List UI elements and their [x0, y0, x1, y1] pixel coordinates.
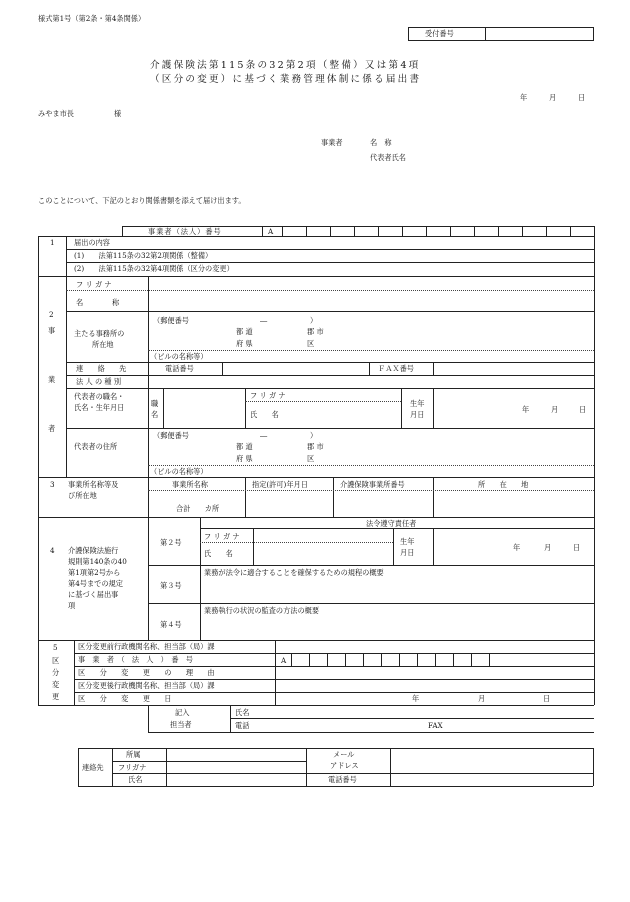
s2-shoku: 職 — [151, 399, 159, 408]
s2-ku: 区 — [307, 339, 315, 348]
s5-row5: 区 分 変 更 日 — [78, 694, 172, 703]
title-line2: （区分の変更）に基づく業務管理体制に係る届出書 — [150, 74, 422, 85]
s2-fuken: 府 県 — [236, 339, 253, 348]
contact-mail2: アドレス — [330, 761, 359, 770]
date-day: 日 — [578, 93, 586, 102]
s4-furigana: フ リ ガ ナ — [204, 532, 240, 541]
s4-title-4: 第4号までの規定 — [68, 579, 123, 588]
s5-char-kou: 更 — [52, 692, 60, 701]
s2-rep-postal: （郵便番号 — [153, 431, 189, 440]
s2-rep-gunshi: 郡 市 — [307, 442, 324, 451]
s2-gunshi: 郡 市 — [307, 327, 324, 336]
s4-birth-day: 日 — [573, 543, 581, 552]
s3-col-number: 介護保険事業所番号 — [340, 480, 405, 489]
s4-no3: 第３号 — [160, 581, 182, 590]
honorific: 様 — [114, 109, 122, 118]
receipt-label: 受付番号 — [425, 29, 454, 38]
s4-no4: 第４号 — [160, 620, 182, 629]
s2-birth-day: 日 — [579, 405, 587, 414]
s2-char-ji: 事 — [48, 326, 56, 335]
s2-char-gyo: 業 — [48, 375, 56, 384]
s2-mei: 名 — [151, 410, 159, 419]
contact-mail1: メール — [333, 750, 355, 759]
s2-rep-address: 代表者の住所 — [74, 442, 118, 451]
s3-total: 合計 カ所 — [176, 504, 220, 513]
s2-birth1: 生年 — [410, 399, 425, 408]
s4-title-1: 介護保険法施行 — [68, 546, 119, 555]
s4-rule-summary: 業務が法令に適合することを確保するための規程の概要 — [204, 568, 384, 577]
s5-change-year: 年 — [412, 694, 420, 703]
addressee: みやま市長 — [38, 109, 74, 118]
s2-postal-dash: ― — [260, 316, 268, 325]
s2-rep-todo: 都 道 — [236, 442, 253, 451]
title-line1: 介護保険法第115条の32第2項（整備）又は第4項 — [150, 60, 421, 71]
s2-postal: （郵便番号 — [153, 316, 189, 325]
s4-birth2: 月日 — [400, 548, 415, 557]
receipt-divider — [485, 27, 486, 40]
s2-rep-fuken: 府 県 — [236, 454, 253, 463]
s5-change-day: 日 — [543, 694, 551, 703]
s3-title1: 事業所名称等及 — [68, 480, 119, 489]
s1-item2: (2) 法第115条の32第4項関係（区分の変更） — [74, 264, 234, 273]
s2-corp-type: 法 人 の 種 別 — [76, 377, 122, 386]
contact-phone: 電話番号 — [328, 775, 357, 784]
s5-char-hen: 変 — [52, 680, 60, 689]
date-month: 月 — [549, 93, 557, 102]
applicant-name-label: 名 称 — [370, 138, 392, 147]
corp-number-label: 事業者（法人）番号 — [148, 227, 222, 236]
s2-rep-postal-close: ） — [310, 431, 318, 440]
s5-char-ku: 区 — [52, 656, 60, 665]
s4-title-5: に基づく届出事 — [68, 590, 119, 599]
form-number: 様式第1号（第2条・第4条関係） — [38, 14, 146, 23]
s4-title-3: 第1項第2号から — [68, 568, 121, 577]
applicant-business: 事業者 — [321, 138, 343, 147]
s2-birth-year: 年 — [522, 405, 530, 414]
s5-row1: 区分変更前行政機関名称、担当部（局）課 — [78, 642, 215, 651]
date-year: 年 — [520, 93, 528, 102]
s2-char-sha: 者 — [48, 424, 56, 433]
s2-name: 名 称 — [76, 298, 120, 307]
s5-row2: 事 業 者 （ 法 人 ） 番 号 — [78, 655, 193, 664]
s4-birth1: 生年 — [400, 537, 415, 546]
contact-label: 連絡先 — [82, 763, 104, 772]
s2-furigana: フ リ ガ ナ — [76, 280, 112, 289]
s3-col-name: 事業所名称 — [172, 480, 208, 489]
s4-birth-month: 月 — [544, 543, 552, 552]
s5-change-month: 月 — [478, 694, 486, 703]
s5-row4: 区分変更後行政機関名称、担当部（局）課 — [78, 681, 215, 690]
s5-num: 5 — [53, 643, 58, 652]
s2-office-label2: 所在地 — [92, 340, 114, 349]
s4-title-6: 項 — [68, 601, 76, 610]
s5-row3: 区 分 変 更 の 理 由 — [78, 668, 215, 677]
s1-title: 届出の内容 — [74, 238, 110, 247]
s2-rep-label2: 氏名・生年月日 — [74, 403, 125, 412]
corp-number-prefix: A — [268, 227, 274, 236]
s4-number: 4 — [50, 546, 55, 555]
contact-furigana: フリガナ — [118, 763, 147, 772]
s4-title-2: 規則第140条の40 — [68, 557, 127, 566]
s5-prefix: A — [281, 656, 287, 665]
s2-todo: 都 道 — [236, 327, 253, 336]
s2-office-label: 主たる事務所の — [74, 329, 125, 338]
applicant-rep-label: 代表者氏名 — [370, 153, 406, 162]
s2-building: （ビルの名称等） — [150, 352, 208, 361]
s2-birth2: 月日 — [410, 410, 425, 419]
s3-col-address: 所 在 地 — [478, 480, 529, 489]
intro-text: このことについて、下記のとおり関係書類を添えて届け出ます。 — [38, 196, 246, 205]
entry-label2: 担当者 — [170, 720, 192, 729]
entry-name-label: 氏名 — [235, 708, 250, 717]
s2-rep-furi: フ リ ガ ナ — [250, 391, 286, 400]
s3-col-date: 指定(許可)年月日 — [252, 480, 308, 489]
contact-dept: 所属 — [126, 750, 141, 759]
entry-fax-label: FAX — [428, 721, 443, 730]
s1-item1: (1) 法第115条の32第2項関係（整備） — [74, 251, 213, 260]
s4-birth-year: 年 — [513, 543, 521, 552]
s2-number: 2 — [49, 310, 54, 319]
s3-number: 3 — [50, 480, 55, 489]
s2-rep-building: （ビルの名称等） — [150, 467, 208, 476]
s2-postal-close: ） — [310, 316, 318, 325]
entry-label1: 記入 — [175, 708, 190, 717]
s4-audit-summary: 業務執行の状況の監査の方法の概要 — [204, 606, 320, 615]
s2-phone-label: 電話番号 — [165, 364, 194, 373]
s2-rep-label1: 代表者の職名・ — [74, 392, 125, 401]
s2-rep-shimei: 氏 名 — [250, 410, 279, 419]
s4-no2: 第２号 — [160, 538, 182, 547]
s2-birth-month: 月 — [551, 405, 559, 414]
s5-char-bun: 分 — [52, 668, 60, 677]
entry-phone-label: 電話 — [235, 721, 250, 730]
s4-shimei: 氏 名 — [204, 549, 233, 558]
s2-rep-ku: 区 — [307, 454, 315, 463]
s1-number: 1 — [50, 238, 55, 247]
s3-title2: び所在地 — [68, 491, 97, 500]
s2-contact-label: 連 絡 先 — [76, 364, 127, 373]
s4-compliance: 法令遵守責任者 — [366, 519, 417, 528]
s2-rep-postal-dash: ― — [260, 431, 268, 440]
contact-name: 氏名 — [128, 775, 143, 784]
s2-fax-label: ＦＡＸ番号 — [378, 364, 414, 373]
